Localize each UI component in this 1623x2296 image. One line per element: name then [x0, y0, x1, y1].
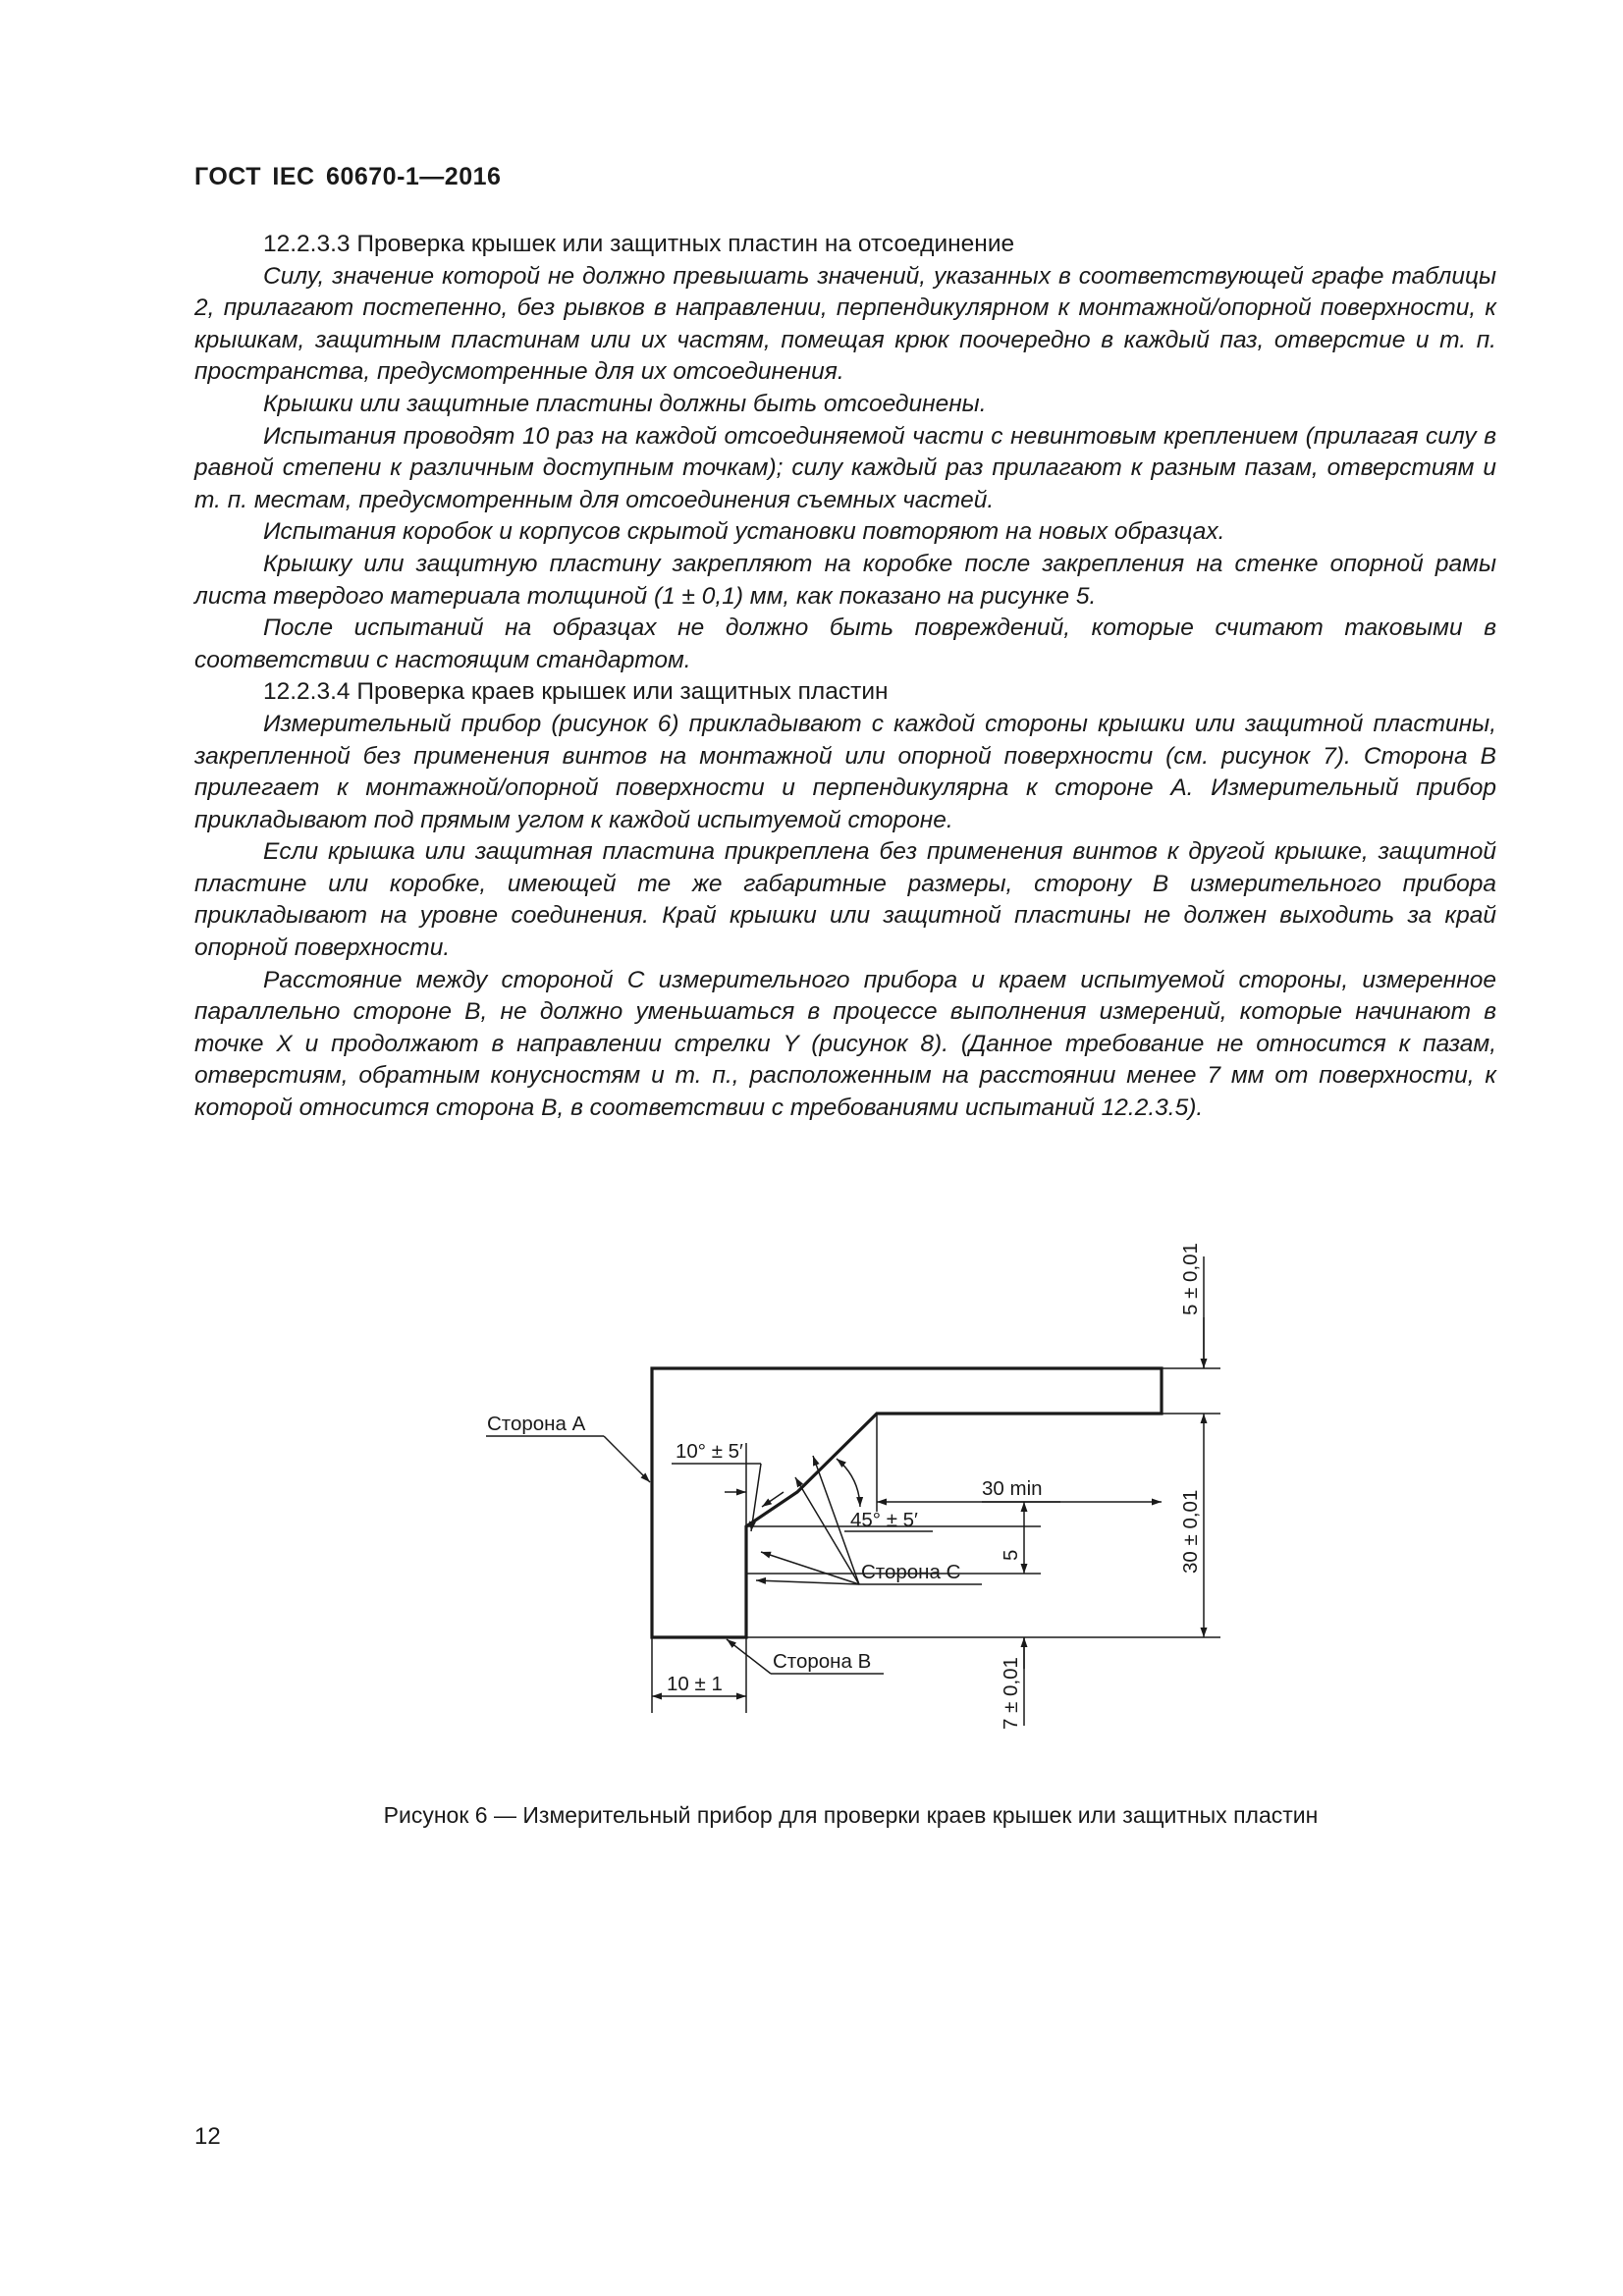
extension-lines	[652, 1256, 1220, 1726]
label-7-tol: 7 ± 0,01	[1000, 1657, 1022, 1730]
label-5: 5	[1000, 1549, 1022, 1561]
paragraph: Крышку или защитную пластину закрепляют на коробке после закрепления на стенке опорной рамы листа твердого материала толщиной (1 ± 0,1) мм, как показано на рисунке 5.	[194, 550, 1496, 610]
paragraph: Силу, значение которой не должно превышать значений, указанных в соответствующей графе таблицы 2, прилагают постепенно, без рывков в направлении, перпендикулярном к монтажной/опорной поверхности, к крышкам, защитным пластинам или их частям, помещая крюк поочередно в каждый паз, отверстие и т. п. пространства, предусмотренные для их отсоединения.	[194, 262, 1496, 386]
label-angle-45: 45° ± 5′	[850, 1509, 918, 1531]
clause-heading-12-2-3-4: 12.2.3.4 Проверка краев крышек или защитных пластин	[263, 678, 889, 706]
label-side-b: Сторона В	[773, 1650, 872, 1673]
page-number: 12	[194, 2123, 221, 2150]
label-5-tol: 5 ± 0,01	[1179, 1243, 1202, 1315]
figure-caption	[0, 1802, 1623, 1829]
paragraph: Если крышка или защитная пластина прикреплена без применения винтов к другой крышке, защитной пластине или коробке, имеющей те же габаритные размеры, сторону В измерительного прибора прикладывают на уровне соединения. Край крышки или защитной пластины не должен выходить за край опорной поверхности.	[194, 838, 1496, 962]
gauge-diagram-svg	[471, 1239, 1237, 1739]
paragraph: После испытаний на образцах не должно быть повреждений, которые считают таковыми в соответствии с настоящим стандартом.	[194, 614, 1496, 673]
paragraph: Испытания коробок и корпусов скрытой установки повторяют на новых образцах.	[263, 518, 1225, 546]
label-side-a: Сторона А	[487, 1413, 586, 1435]
gauge-outline	[652, 1368, 1162, 1637]
label-10-tol: 10 ± 1	[667, 1673, 723, 1695]
label-30-min: 30 min	[982, 1477, 1043, 1500]
clause-heading-12-2-3-3: 12.2.3.3 Проверка крышек или защитных пластин на отсоединение	[263, 231, 1015, 257]
label-angle-10: 10° ± 5′	[676, 1440, 743, 1463]
paragraph: Измерительный прибор (рисунок 6) прикладывают с каждой стороны крышки или защитной пластины, закрепленной без применения винтов на монтажной или опорной поверхности (см. рисунок 7). Сторона В прилегает к монтажной/опорной поверхности и перпендикулярна к стороне А. Измерительный прибор прикладывают под прямым углом к каждой испытуемой стороне.	[194, 710, 1496, 833]
body-text	[194, 229, 1496, 1125]
figure-6-gauge-drawing	[471, 1239, 1237, 1739]
paragraph: Крышки или защитные пластины должны быть отсоединены.	[263, 390, 987, 417]
dimension-lines	[652, 1317, 1204, 1696]
label-30-tol: 30 ± 0,01	[1179, 1489, 1202, 1574]
figure-labels	[487, 1243, 1202, 1730]
paragraph: Испытания проводят 10 раз на каждой отсоединяемой части с невинтовым креплением (прилагая силу в равной степени к различным доступным точкам); силу каждый раз прилагают к разным пазам, отверстиям и т. п. местам, предусмотренным для отсоединения съемных частей.	[194, 422, 1496, 513]
paragraph: Расстояние между стороной С измерительного прибора и краем испытуемой стороны, измеренное параллельно стороне В, не должно уменьшаться в процессе выполнения измерений, которые начинают в точке X и продолжают в направлении стрелки Y (рисунок 8). (Данное требование не относится к пазам, отверстиям, обратным конусностям и т. п., расположенным на расстоянии менее 7 мм от поверхности, к которой относится сторона В, в соответствии с требованиями испытаний 12.2.3.5).	[194, 966, 1496, 1122]
document-header: ГОСТ IEC 60670-1—2016	[194, 163, 502, 190]
label-side-c: Сторона С	[861, 1561, 961, 1583]
figure-caption-text: Рисунок 6 — Измерительный прибор для проверки краев крышек или защитных пластин	[383, 1802, 1319, 1828]
